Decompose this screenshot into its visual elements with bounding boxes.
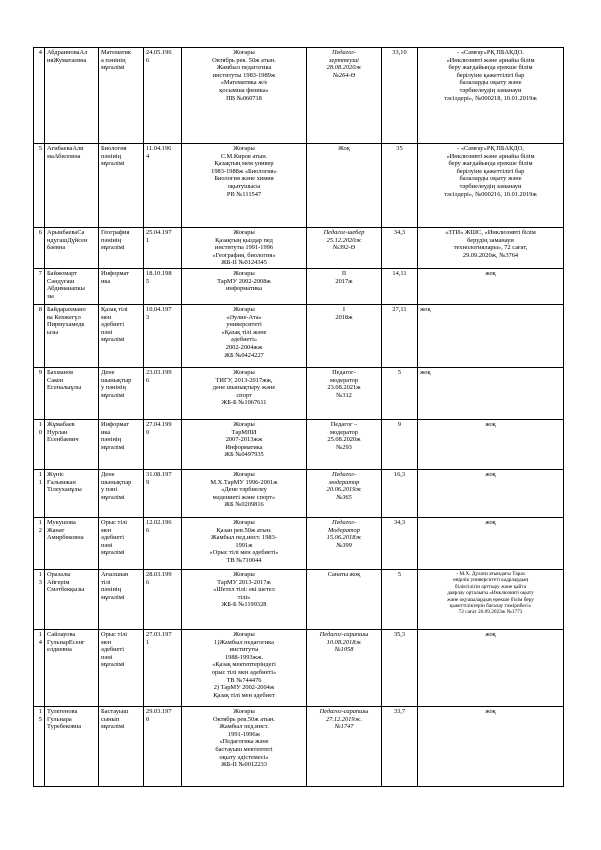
teacher-name-cell: Бахманов Сакен Есеналыұлы	[45, 367, 99, 419]
work-experience-cell: 35,3	[382, 629, 418, 706]
table-row	[34, 144, 564, 228]
subject-cell: Математик а пәнінің мұғалімі	[99, 48, 144, 144]
education-cell: Жоғары Октябрь рев.50ж атын. Жамбыл пед.инст. 1991-1996ж «Педагогика және бастауыш мектептегі оқыту әдістемесі» ЖБ-II №0012233	[182, 706, 307, 786]
teacher-name-cell: Байдарахмано ва Кенжегүл Пирмухамедк ызы	[45, 304, 99, 367]
qualification-category-cell: Педагог-сарапшы 10.08.2018ж №1058	[307, 629, 382, 706]
birth-date-cell: 18.10.198 5	[144, 268, 182, 304]
birth-date-cell: 25.04.197 1	[144, 228, 182, 269]
table-row	[34, 706, 564, 786]
training-courses-cell: жоқ	[418, 304, 564, 367]
subject-cell: Дене шынықтыр у пәнінің мұғалімі	[99, 367, 144, 419]
subject-cell: Дене шынықтыр у пәні мұғалімі	[99, 469, 144, 517]
subject-cell: Бастауыш сынып мұғалімі	[99, 706, 144, 786]
row-number-cell: 6	[34, 228, 45, 269]
birth-date-cell: 12.02.196 6	[144, 517, 182, 569]
work-experience-cell: 33,10	[382, 48, 418, 144]
training-courses-cell: - «Самғау»РҚ ПБАКДО, «Инклюзивті және арнайы білім беру жағдайында ерекше білім берілуіне қажеттілігі бар балаларды оқыту және тәрбиелеудің заманауи тәсілдері», №000216, 10.01.2019ж	[418, 144, 564, 228]
subject-cell: Орыс тілі мен әдебиеті пәні мұғалімі	[99, 517, 144, 569]
qualification-category-cell: I 2018ж	[307, 304, 382, 367]
education-cell: Жоғары М.Х.ТарМУ 1996-2001ж «Дене тәрбиелеу мәдениеті және спорт» ЖБ №0209816	[182, 469, 307, 517]
work-experience-cell: 33,7	[382, 706, 418, 786]
qualification-category-cell: Санаты жоқ	[307, 569, 382, 629]
qualification-category-cell: Педагог- модератор 23.08.2021ж №312	[307, 367, 382, 419]
subject-cell: Қазақ тілі мен әдебиеті пәні мұғалімі	[99, 304, 144, 367]
subject-cell: Ағылшын тілі пәнінің мұғалімі	[99, 569, 144, 629]
work-experience-cell: 35	[382, 144, 418, 228]
qualification-category-cell: Жоқ	[307, 144, 382, 228]
training-courses-cell: - «Самғау»РҚ ПБАКДО. «Инклюзивті және арнайы білім беру жағдайында ерекше білім берілуіне қажеттілігі бар балаларды оқыту және тәрбиелеудің заманауи тәсілдері», №000218, 10.01.2019ж	[418, 48, 564, 144]
training-courses-cell: жоқ	[418, 268, 564, 304]
subject-cell: География пәнінің мұғалімі	[99, 228, 144, 269]
education-cell: Жоғары Қазақтың қыздар пед институты 1991-1996 «География, биология» ЖБ-II №0124345	[182, 228, 307, 269]
education-cell: Жоғары Октябрь рев. 50ж атын. Жамбыл педагогика институты 1983-1989ж «Математика ж/е қосымша физика» ПВ №060718	[182, 48, 307, 144]
subject-cell: Биология пәнінің мұғалімі	[99, 144, 144, 228]
teacher-name-cell: Тулегенова Гульнара Туребековна	[45, 706, 99, 786]
birth-date-cell: 27.03.197 1	[144, 629, 182, 706]
training-courses-cell: жоқ	[418, 706, 564, 786]
staff-table	[33, 47, 564, 787]
row-number-cell: 8	[34, 304, 45, 367]
education-cell: Жоғары «Әулие-Ата» университеті «Қазақ тілі және әдебиеті» 2002-2004жж ЖБ №0424227	[182, 304, 307, 367]
birth-date-cell: 28.03.199 6	[144, 569, 182, 629]
birth-date-cell: 11.04.196 4	[144, 144, 182, 228]
qualification-category-cell: Педагог- Модератор 15.06.2018ж №399	[307, 517, 382, 569]
education-cell: Жоғары Қазан рев.50ж атын. Жамбыл пед.инст. 1983- 1991ж «Орыс тілі мен әдебиеті» ТВ №710044	[182, 517, 307, 569]
training-courses-cell: жоқ	[418, 469, 564, 517]
subject-cell: Информат ика	[99, 268, 144, 304]
qualification-category-cell: Педагог- модератор 20.06.2019ж №365	[307, 469, 382, 517]
birth-date-cell: 24.05.196 6	[144, 48, 182, 144]
table-row	[34, 228, 564, 269]
table-row	[34, 469, 564, 517]
teacher-name-cell: Жүніс Ғалымжан Тілеуханұлы	[45, 469, 99, 517]
work-experience-cell: 34,3	[382, 517, 418, 569]
row-number-cell: 7	[34, 268, 45, 304]
table-row	[34, 268, 564, 304]
teacher-name-cell: Сайлауова ГульнарЕсенг елдиевна	[45, 629, 99, 706]
row-number-cell: 10	[34, 419, 45, 469]
table-row	[34, 629, 564, 706]
training-courses-cell: жоқ	[418, 517, 564, 569]
teacher-name-cell: Жұмабаев Нурлан Есенбаевич	[45, 419, 99, 469]
work-experience-cell: 34,3	[382, 228, 418, 269]
row-number-cell: 13	[34, 569, 45, 629]
table-row	[34, 367, 564, 419]
work-experience-cell: 14,11	[382, 268, 418, 304]
row-number-cell: 9	[34, 367, 45, 419]
education-cell: Жоғары ТарМУ 2013-2017ж «Шетел тілі: екі шетел тілі» ЖБ-Б №1199328	[182, 569, 307, 629]
training-courses-cell: - М.Х. Дулати атындағы Тараз өңірлік университеті кадрлардың біліктілігін арттыру және қайта даярлау орталығы «Инклюзивті оқыту және оқушылардың ерекше білім беру қажеттіліктерін бағалау тәжірибесі» 72 сағат 26.09.2023ж №1773	[418, 569, 564, 629]
table-row	[34, 48, 564, 144]
teacher-name-cell: АгибаеваАли маАбиловна	[45, 144, 99, 228]
birth-date-cell: 23.03.199 6	[144, 367, 182, 419]
staff-table-body	[34, 48, 564, 787]
qualification-category-cell: Педагог-шебер 25.12.2020ж №392-Ө	[307, 228, 382, 269]
education-cell: Жоғары С.М.Киров атын. Қазақтың мем универ 1983-1988ж «Биология» Биология және химия оқытушысы РВ №111547	[182, 144, 307, 228]
table-row	[34, 419, 564, 469]
table-row	[34, 517, 564, 569]
education-cell: Жоғары ТИГУ, 2013-2017жж, дене шынықтыру және спорт ЖБ-Б №1067611	[182, 367, 307, 419]
teacher-name-cell: Байжомарт Сандуғаш Абдиманапкы зы	[45, 268, 99, 304]
work-experience-cell: 5	[382, 569, 418, 629]
subject-cell: Информат ика пәнінің мұғалімі	[99, 419, 144, 469]
work-experience-cell: 5	[382, 367, 418, 419]
birth-date-cell: 10.04.197 3	[144, 304, 182, 367]
training-courses-cell: жоқ	[418, 629, 564, 706]
row-number-cell: 11	[34, 469, 45, 517]
education-cell: Жоғары ТарМПИ 2007-2013жж Информатика ЖБ №0497935	[182, 419, 307, 469]
qualification-category-cell: Педагог – модератор 25.08.2020ж №293	[307, 419, 382, 469]
row-number-cell: 12	[34, 517, 45, 569]
table-row	[34, 304, 564, 367]
teacher-name-cell: Оразалы Айгерім Смәтбекқызы	[45, 569, 99, 629]
work-experience-cell: 27,11	[382, 304, 418, 367]
subject-cell: Орыс тілі мен әдебиеті пәні мұғалімі	[99, 629, 144, 706]
table-row	[34, 569, 564, 629]
education-cell: Жоғары ТарМУ 2002-2008ж информатика	[182, 268, 307, 304]
row-number-cell: 4	[34, 48, 45, 144]
row-number-cell: 14	[34, 629, 45, 706]
work-experience-cell: 9	[382, 419, 418, 469]
work-experience-cell: 16,3	[382, 469, 418, 517]
teacher-name-cell: АбдраиноваАл ияЖуматаевна	[45, 48, 99, 144]
education-cell: Жоғары 1)Жамбыл педагогика институты 1988-1993жж. «Қазақ мектептеріндегі орыс тілі мен әдебиеті» ТВ №744476 2) ТарМУ 2002-2004ж Қазақ тілі мен әдебиет	[182, 629, 307, 706]
qualification-category-cell: II 2017ж	[307, 268, 382, 304]
training-courses-cell: жоқ	[418, 419, 564, 469]
birth-date-cell: 27.04.199 0	[144, 419, 182, 469]
birth-date-cell: 29.03.197 0	[144, 706, 182, 786]
row-number-cell: 5	[34, 144, 45, 228]
training-courses-cell: жоқ	[418, 367, 564, 419]
qualification-category-cell: Педагог- зерттеуші 28.08.2020ж №264-Ө	[307, 48, 382, 144]
row-number-cell: 15	[34, 706, 45, 786]
training-courses-cell: «ЗТИ» ЖШС, «Инклюзивті білім берудің заманауи технологиялары», 72 сағат, 29.09.2020ж, №3764	[418, 228, 564, 269]
birth-date-cell: 31.08.197 9	[144, 469, 182, 517]
teacher-name-cell: Мукушова Жанат Амирбековна	[45, 517, 99, 569]
teacher-name-cell: АрынбаеваСа ндугашДүйсен баевна	[45, 228, 99, 269]
qualification-category-cell: Педагог-сарапшы 27.12.2019ж. №1747	[307, 706, 382, 786]
